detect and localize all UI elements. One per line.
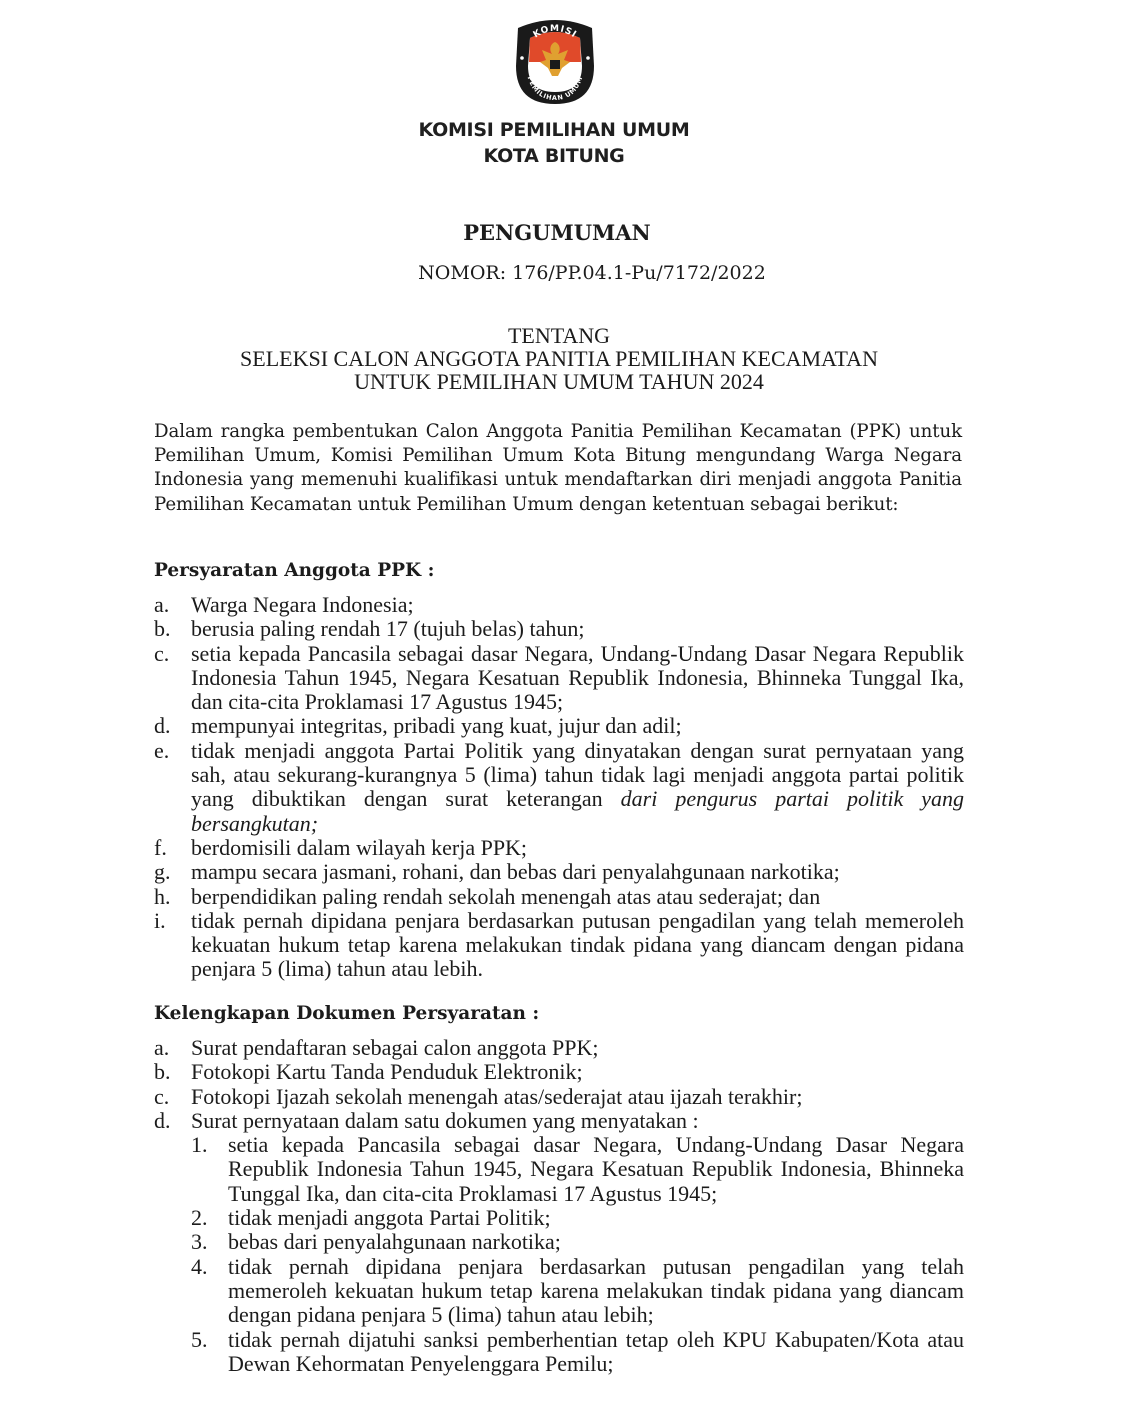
list-item: [154, 1109, 964, 1376]
list-marker: c.: [154, 640, 170, 666]
list-text: berdomisili dalam wilayah kerja PPK;: [191, 834, 528, 860]
announcement-number: NOMOR: 176/PP.04.1-Pu/7172/2022: [418, 262, 766, 284]
sub-list-item: [191, 1133, 964, 1206]
list-marker: h.: [154, 883, 171, 909]
list-text: berusia paling rendah 17 (tujuh belas) tahun;: [191, 616, 585, 642]
list-item: [154, 739, 964, 836]
list-marker: d.: [154, 1107, 171, 1133]
list-text: setia kepada Pancasila sebagai dasar Negara, Undang-Undang Dasar Negara Republik Indonesia Tahun 1945, Negara Kesatuan Republik Indonesia, Bhinneka Tunggal Ika, dan cita-cita Proklamasi 17 Agustus 1945;: [191, 640, 964, 715]
sub-list-text: tidak pernah dijatuhi sanksi pemberhentian tetap oleh KPU Kabupaten/Kota atau Dewan Kehormatan Penyelenggara Pemilu;: [228, 1326, 964, 1376]
sub-list-text: bebas dari penyalahgunaan narkotika;: [228, 1229, 561, 1255]
list-item: [154, 714, 964, 738]
list-marker: a.: [154, 1035, 170, 1060]
list-text: mempunyai integritas, pribadi yang kuat, jujur dan adil;: [191, 713, 682, 739]
sub-list-marker: 2.: [191, 1205, 208, 1231]
sub-list-marker: 3.: [191, 1229, 208, 1255]
list-text-italic: dari pengurus partai politik yang bersangkutan;: [191, 786, 964, 836]
list-item: [154, 836, 964, 860]
sub-list-marker: 4.: [191, 1253, 208, 1279]
list-text: Fotokopi Ijazah sekolah menengah atas/sederajat atau ijazah terakhir;: [191, 1083, 803, 1109]
subject-line-2: UNTUK PEMILIHAN UMUM TAHUN 2024: [354, 369, 764, 394]
sub-list-item: [191, 1230, 964, 1254]
sub-list-marker: 1.: [191, 1132, 208, 1158]
list-text: Surat pendaftaran sebagai calon anggota PPK;: [191, 1035, 599, 1060]
list-marker: g.: [154, 859, 171, 885]
list-item: [154, 1036, 964, 1060]
sub-list-item: [191, 1255, 964, 1328]
list-marker: e.: [154, 737, 170, 763]
sub-list-text: tidak pernah dipidana penjara berdasarkan putusan pengadilan yang telah memeroleh kekuatan hukum tetap karena melakukan tindak pidana yang diancam dengan pidana penjara 5 (lima) tahun atau lebih;: [228, 1253, 964, 1328]
announcement-subject: [0, 324, 1118, 393]
requirements-list: [154, 593, 964, 982]
list-item: [154, 1060, 964, 1084]
sub-list-item: [191, 1206, 964, 1230]
list-item: [154, 860, 964, 884]
list-text: Warga Negara Indonesia;: [191, 592, 414, 617]
list-item: [154, 642, 964, 715]
sub-list-text: setia kepada Pancasila sebagai dasar Negara, Undang-Undang Dasar Negara Republik Indonesia Tahun 1945, Negara Kesatuan Republik Indonesia, Bhinneka Tunggal Ika, dan cita-cita Proklamasi 17 Agustus 1945;: [228, 1132, 964, 1206]
list-item: [154, 1085, 964, 1109]
documents-heading: Kelengkapan Dokumen Persyaratan :: [154, 1003, 540, 1024]
statements-list: [191, 1133, 964, 1376]
list-marker: d.: [154, 713, 171, 739]
sub-list-marker: 5.: [191, 1326, 208, 1352]
kpu-logo-icon: [512, 14, 598, 106]
list-item: [154, 885, 964, 909]
documents-list: [154, 1036, 964, 1376]
sub-list-item: [191, 1328, 964, 1377]
about-label: TENTANG: [507, 323, 611, 348]
list-text: Surat pernyataan dalam satu dokumen yang menyatakan :: [191, 1107, 699, 1133]
list-text: mampu secara jasmani, rohani, dan bebas dari penyalahgunaan narkotika;: [191, 859, 840, 885]
list-item: [154, 617, 964, 641]
list-marker: b.: [154, 616, 171, 642]
list-text: Fotokopi Kartu Tanda Penduduk Elektronik;: [191, 1059, 583, 1085]
list-marker: f.: [154, 834, 167, 860]
logo-text-bottom: PEMILIHAN UMUM: [525, 74, 585, 103]
list-text: tidak pernah dipidana penjara berdasarkan putusan pengadilan yang telah memeroleh kekuatan hukum tetap karena melakukan tindak pidana yang diancam dengan pidana penjara 5 (lima) tahun atau lebih.: [191, 907, 964, 982]
list-marker: a.: [154, 592, 170, 617]
list-marker: b.: [154, 1059, 171, 1085]
list-item: [154, 593, 964, 617]
list-marker: c.: [154, 1083, 170, 1109]
list-text: tidak menjadi anggota Partai Politik yang dinyatakan dengan surat pernyataan yang sah, atau sekurang-kurangnya 5 (lima) tahun tidak lagi menjadi anggota partai politik yang dibuktikan dengan surat keterangan: [191, 737, 964, 812]
list-marker: i.: [154, 907, 166, 933]
list-item: [154, 909, 964, 982]
announcement-title: PENGUMUMAN: [463, 220, 651, 245]
org-city: KOTA BITUNG: [483, 145, 625, 167]
requirements-heading: Persyaratan Anggota PPK :: [154, 560, 435, 581]
org-name: KOMISI PEMILIHAN UMUM: [418, 119, 690, 141]
list-text: berpendidikan paling rendah sekolah menengah atas atau sederajat; dan: [191, 883, 821, 909]
intro-paragraph: Dalam rangka pembentukan Calon Anggota Panitia Pemilihan Kecamatan (PPK) untuk Pemilihan Umum, Komisi Pemilihan Umum Kota Bitung mengundang Warga Negara Indonesia yang memenuhi kualifikasi untuk mendaftarkan diri menjadi anggota Panitia Pemilihan Kecamatan untuk Pemilihan Umum dengan ketentuan sebagai berikut:: [154, 421, 962, 515]
sub-list-text: tidak menjadi anggota Partai Politik;: [228, 1205, 551, 1231]
subject-line-1: SELEKSI CALON ANGGOTA PANITIA PEMILIHAN KECAMATAN: [240, 346, 878, 371]
logo-text-top: KOMISI: [531, 23, 579, 41]
